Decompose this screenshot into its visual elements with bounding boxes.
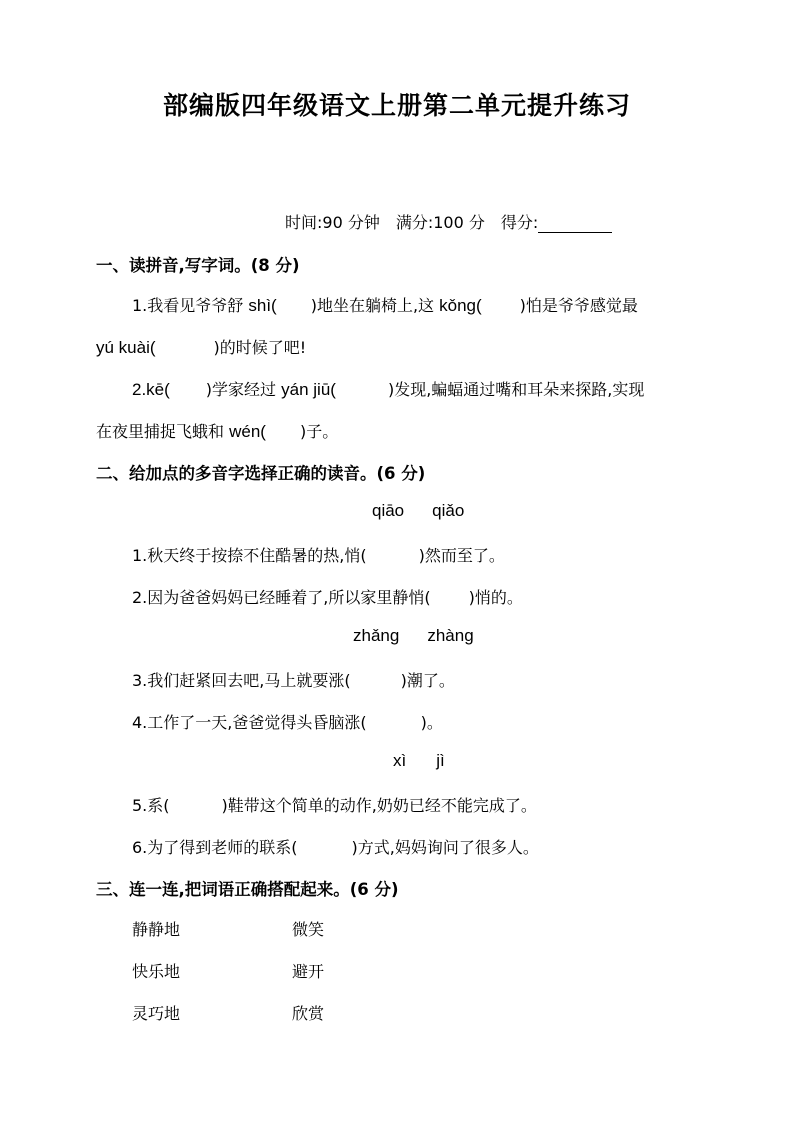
s1-q1-line1: 1.我看见爷爷舒 shì( )地坐在躺椅上,这 kǒng( )怕是爷爷感觉最 bbox=[132, 296, 638, 315]
reading-options-3: xì jì bbox=[393, 751, 445, 770]
reading-options-1: qiāo qiǎo bbox=[372, 501, 465, 520]
s2-q3: 3.我们赶紧回去吧,马上就要涨( )潮了。 bbox=[132, 671, 455, 690]
reading-options-2: zhǎng zhàng bbox=[353, 626, 474, 645]
page-title: 部编版四年级语文上册第二单元提升练习 bbox=[162, 91, 631, 120]
s2-q2: 2.因为爸爸妈妈已经睡着了,所以家里静悄( )悄的。 bbox=[132, 588, 523, 607]
score-blank[interactable] bbox=[538, 216, 612, 233]
s1-q2-line2: 在夜里捕捉飞蛾和 wén( )子。 bbox=[96, 422, 339, 441]
match-left-item[interactable]: 快乐地 bbox=[132, 962, 181, 981]
full-score-label: 满分:100 分 bbox=[395, 213, 485, 232]
match-left-item[interactable]: 静静地 bbox=[132, 920, 181, 939]
s1-q2-line1: 2.kē( )学家经过 yán jiū( )发现,蝙蝠通过嘴和耳朵来探路,实现 bbox=[132, 380, 645, 399]
match-right-item[interactable]: 微笑 bbox=[292, 920, 325, 939]
match-right-item[interactable]: 避开 bbox=[292, 962, 325, 981]
match-left-item[interactable]: 灵巧地 bbox=[132, 1004, 181, 1023]
section1-heading: 一、读拼音,写字词。(8 分) bbox=[96, 256, 300, 275]
match-right-item[interactable]: 欣赏 bbox=[292, 1004, 325, 1023]
section3-heading: 三、连一连,把词语正确搭配起来。(6 分) bbox=[96, 880, 399, 899]
s2-q6: 6.为了得到老师的联系( )方式,妈妈询问了很多人。 bbox=[132, 838, 539, 857]
s2-q4: 4.工作了一天,爸爸觉得头昏脑涨( )。 bbox=[132, 713, 443, 732]
exam-meta bbox=[285, 210, 612, 233]
section2-heading: 二、给加点的多音字选择正确的读音。(6 分) bbox=[96, 464, 426, 483]
score-label: 得分: bbox=[500, 213, 539, 232]
s2-q5: 5.系( )鞋带这个简单的动作,奶奶已经不能完成了。 bbox=[132, 796, 537, 815]
s2-q1: 1.秋天终于按捺不住酷暑的热,悄( )然而至了。 bbox=[132, 546, 505, 565]
time-label: 时间:90 分钟 bbox=[285, 213, 380, 232]
s1-q1-line2: yú kuài( )的时候了吧! bbox=[96, 338, 307, 357]
